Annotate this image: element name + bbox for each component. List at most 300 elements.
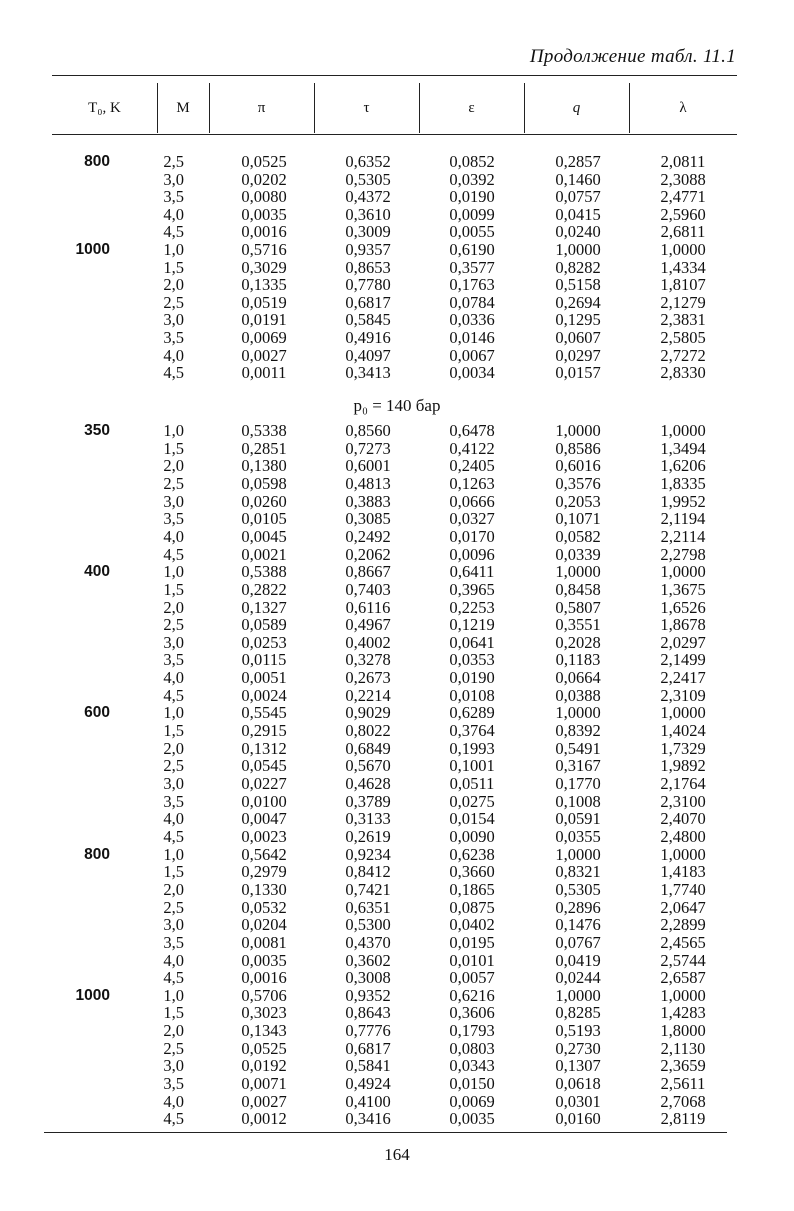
eps-cell: 0,3660	[449, 862, 495, 882]
tau-cell: 0,2062	[345, 544, 391, 564]
header-eps: ε	[468, 99, 475, 116]
q-cell: 0,2694	[555, 292, 601, 312]
table-row	[0, 259, 794, 277]
eps-cell: 0,0150	[449, 1074, 495, 1094]
m-cell: 4,0	[163, 668, 184, 688]
tau-cell: 0,5670	[345, 756, 391, 776]
eps-cell: 0,0190	[449, 187, 495, 207]
table-row	[0, 440, 794, 458]
pi-cell: 0,2851	[241, 438, 287, 458]
lambda-cell: 2,3100	[660, 791, 706, 811]
pi-cell: 0,1327	[241, 597, 287, 617]
pi-cell: 0,0260	[241, 491, 287, 511]
tau-cell: 0,5841	[345, 1056, 391, 1076]
tau-cell: 0,7421	[345, 879, 391, 899]
eps-cell: 0,0275	[449, 791, 495, 811]
q-cell: 0,2857	[555, 152, 601, 171]
table-row	[0, 969, 794, 987]
pi-cell: 0,0105	[241, 509, 287, 529]
q-cell: 0,1071	[555, 509, 601, 529]
q-cell: 0,2028	[555, 632, 601, 652]
pi-cell: 0,1343	[241, 1021, 287, 1041]
pi-cell: 0,0016	[241, 222, 287, 242]
q-cell: 0,1307	[555, 1056, 601, 1076]
pi-cell: 0,0532	[241, 897, 287, 917]
m-cell: 4,0	[163, 526, 184, 546]
eps-cell: 0,0402	[449, 915, 495, 935]
table-row	[0, 757, 794, 775]
eps-cell: 0,0035	[449, 1109, 495, 1129]
eps-cell: 0,0784	[449, 292, 495, 312]
lambda-cell: 2,4771	[660, 187, 706, 207]
m-cell: 3,0	[163, 915, 184, 935]
m-cell: 1,0	[163, 562, 184, 582]
m-cell: 1,5	[163, 1003, 184, 1023]
pi-cell: 0,2979	[241, 862, 287, 882]
pi-cell: 0,0545	[241, 756, 287, 776]
q-cell: 0,2730	[555, 1038, 601, 1058]
lambda-cell: 2,1279	[660, 292, 706, 312]
lambda-cell: 2,5960	[660, 204, 706, 224]
tau-cell: 0,8560	[345, 421, 391, 440]
header-tau: τ	[363, 99, 370, 116]
table-row	[0, 987, 794, 1005]
q-cell: 0,5491	[555, 738, 601, 758]
header-t0: T₀, K	[88, 99, 121, 116]
lambda-cell: 2,6587	[660, 968, 706, 988]
tau-cell: 0,5845	[345, 310, 391, 330]
pi-cell: 0,0080	[241, 187, 287, 207]
eps-cell: 0,0343	[449, 1056, 495, 1076]
table-row	[0, 616, 794, 634]
q-cell: 0,3576	[555, 473, 601, 493]
tau-cell: 0,7273	[345, 438, 391, 458]
table-row	[0, 457, 794, 475]
tau-cell: 0,4628	[345, 774, 391, 793]
tau-cell: 0,3278	[345, 650, 391, 670]
eps-cell: 0,0096	[449, 544, 495, 564]
q-cell: 0,8282	[555, 257, 601, 277]
lambda-cell: 2,5744	[660, 950, 706, 970]
m-cell: 2,5	[163, 473, 184, 493]
pi-cell: 0,5338	[241, 421, 287, 440]
table-row	[0, 952, 794, 970]
pi-cell: 0,5642	[241, 844, 287, 864]
eps-cell: 0,0195	[449, 932, 495, 952]
tau-cell: 0,4916	[345, 328, 391, 347]
table-row	[0, 881, 794, 899]
m-cell: 2,5	[163, 292, 184, 312]
lambda-cell: 2,6811	[660, 222, 706, 242]
eps-cell: 0,0170	[449, 526, 495, 546]
eps-cell: 0,3965	[449, 579, 495, 599]
pi-cell: 0,2915	[241, 721, 287, 741]
pi-cell: 0,0525	[241, 152, 287, 171]
q-cell: 1,0000	[555, 703, 601, 723]
lambda-cell: 2,3088	[660, 169, 706, 189]
tau-cell: 0,3413	[345, 363, 391, 383]
m-cell: 1,5	[163, 257, 184, 277]
tau-cell: 0,9234	[345, 844, 391, 864]
m-cell: 1,0	[163, 240, 184, 259]
table-row	[0, 171, 794, 189]
pi-cell: 0,5706	[241, 985, 287, 1005]
table-row	[0, 651, 794, 669]
pi-cell: 0,0069	[241, 328, 287, 347]
m-cell: 4,0	[163, 809, 184, 829]
eps-cell: 0,0190	[449, 668, 495, 688]
lambda-cell: 2,2798	[660, 544, 706, 564]
q-cell: 0,5158	[555, 275, 601, 295]
lambda-cell: 2,0647	[660, 897, 706, 917]
table-row	[0, 1004, 794, 1022]
pi-cell: 0,0191	[241, 310, 287, 330]
lambda-cell: 2,3831	[660, 310, 706, 330]
tau-cell: 0,4002	[345, 632, 391, 652]
q-cell: 0,0767	[555, 932, 601, 952]
m-cell: 2,0	[163, 879, 184, 899]
header-m: M	[176, 99, 190, 116]
eps-cell: 0,0146	[449, 328, 495, 347]
tau-cell: 0,2492	[345, 526, 391, 546]
lambda-cell: 1,4183	[660, 862, 706, 882]
table-row	[0, 241, 794, 259]
lambda-cell: 1,4283	[660, 1003, 706, 1023]
eps-cell: 0,0057	[449, 968, 495, 988]
table-row	[0, 704, 794, 722]
table-row	[0, 1110, 794, 1128]
t0-cell: 800	[84, 845, 110, 863]
eps-cell: 0,0327	[449, 509, 495, 529]
table-row	[0, 1022, 794, 1040]
m-cell: 4,5	[163, 685, 184, 705]
pi-cell: 0,0023	[241, 826, 287, 846]
lambda-cell: 2,8119	[660, 1109, 706, 1129]
table-row	[0, 153, 794, 171]
q-cell: 0,0415	[555, 204, 601, 224]
tau-cell: 0,3610	[345, 204, 391, 224]
table-row	[0, 1093, 794, 1111]
eps-cell: 0,0108	[449, 685, 495, 705]
q-cell: 0,2896	[555, 897, 601, 917]
q-cell: 0,1295	[555, 310, 601, 330]
eps-cell: 0,0101	[449, 950, 495, 970]
table-row	[0, 916, 794, 934]
m-cell: 4,0	[163, 345, 184, 365]
tau-cell: 0,3789	[345, 791, 391, 811]
pi-cell: 0,0227	[241, 774, 287, 793]
q-cell: 0,0339	[555, 544, 601, 564]
eps-cell: 0,0067	[449, 345, 495, 365]
pi-cell: 0,0100	[241, 791, 287, 811]
eps-cell: 0,1263	[449, 473, 495, 493]
eps-cell: 0,1219	[449, 615, 495, 635]
eps-cell: 0,6190	[449, 240, 495, 259]
table-row	[0, 775, 794, 793]
tau-cell: 0,7403	[345, 579, 391, 599]
lambda-cell: 2,0811	[660, 152, 706, 171]
q-cell: 0,5807	[555, 597, 601, 617]
tau-cell: 0,3009	[345, 222, 391, 242]
eps-cell: 0,0353	[449, 650, 495, 670]
m-cell: 1,0	[163, 703, 184, 723]
q-cell: 0,8321	[555, 862, 601, 882]
eps-cell: 0,0099	[449, 204, 495, 224]
section-label-pressure: p₀ = 140 бар	[353, 396, 441, 415]
page-number: 164	[384, 1145, 410, 1164]
tau-cell: 0,4813	[345, 473, 391, 493]
lambda-cell: 1,0000	[660, 844, 706, 864]
lambda-cell: 2,4800	[660, 826, 706, 846]
m-cell: 1,5	[163, 579, 184, 599]
q-cell: 0,0388	[555, 685, 601, 705]
table-row	[0, 329, 794, 347]
eps-cell: 0,0803	[449, 1038, 495, 1058]
m-cell: 4,5	[163, 1109, 184, 1129]
lambda-cell: 2,7068	[660, 1091, 706, 1111]
pi-cell: 0,1335	[241, 275, 287, 295]
q-cell: 0,3167	[555, 756, 601, 776]
q-cell: 0,8586	[555, 438, 601, 458]
q-cell: 0,3551	[555, 615, 601, 635]
eps-cell: 0,4122	[449, 438, 495, 458]
m-cell: 3,5	[163, 509, 184, 529]
pi-cell: 0,0081	[241, 932, 287, 952]
tau-cell: 0,6817	[345, 1038, 391, 1058]
t0-cell: 350	[84, 422, 110, 439]
pi-cell: 0,3023	[241, 1003, 287, 1023]
lambda-cell: 2,1499	[660, 650, 706, 670]
lambda-cell: 1,9892	[660, 756, 706, 776]
lambda-cell: 2,1764	[660, 774, 706, 793]
lambda-cell: 1,0000	[660, 421, 706, 440]
eps-cell: 0,0392	[449, 169, 495, 189]
table-row	[0, 347, 794, 365]
pi-cell: 0,0192	[241, 1056, 287, 1076]
tau-cell: 0,8643	[345, 1003, 391, 1023]
tau-cell: 0,5300	[345, 915, 391, 935]
q-cell: 0,8392	[555, 721, 601, 741]
pi-cell: 0,0071	[241, 1074, 287, 1094]
q-cell: 0,6016	[555, 456, 601, 476]
pi-cell: 0,1330	[241, 879, 287, 899]
q-cell: 0,1008	[555, 791, 601, 811]
pi-cell: 0,0021	[241, 544, 287, 564]
q-cell: 0,0757	[555, 187, 601, 207]
eps-cell: 0,1993	[449, 738, 495, 758]
m-cell: 3,5	[163, 650, 184, 670]
pi-cell: 0,0525	[241, 1038, 287, 1058]
tau-cell: 0,3416	[345, 1109, 391, 1129]
m-cell: 3,0	[163, 310, 184, 330]
pi-cell: 0,0051	[241, 668, 287, 688]
lambda-cell: 2,5805	[660, 328, 706, 347]
eps-cell: 0,3606	[449, 1003, 495, 1023]
m-cell: 2,0	[163, 456, 184, 476]
eps-cell: 0,6216	[449, 985, 495, 1005]
pi-cell: 0,0035	[241, 950, 287, 970]
header-lambda: λ	[679, 99, 687, 116]
eps-cell: 0,1001	[449, 756, 495, 776]
tau-cell: 0,6817	[345, 292, 391, 312]
lambda-cell: 2,2899	[660, 915, 706, 935]
lambda-cell: 1,8678	[660, 615, 706, 635]
q-cell: 1,0000	[555, 985, 601, 1005]
tau-cell: 0,5305	[345, 169, 391, 189]
lambda-cell: 1,3494	[660, 438, 706, 458]
header-pi: π	[257, 99, 266, 116]
table-row	[0, 599, 794, 617]
pi-cell: 0,0012	[241, 1109, 287, 1129]
eps-cell: 0,0666	[449, 491, 495, 511]
t0-cell: 600	[84, 704, 110, 722]
eps-cell: 0,6478	[449, 421, 495, 440]
table-row	[0, 294, 794, 312]
pi-cell: 0,3029	[241, 257, 287, 277]
m-cell: 4,5	[163, 222, 184, 242]
q-cell: 0,0157	[555, 363, 601, 383]
table-row	[0, 223, 794, 241]
eps-cell: 0,0336	[449, 310, 495, 330]
m-cell: 4,5	[163, 544, 184, 564]
q-cell: 0,2053	[555, 491, 601, 511]
eps-cell: 0,1793	[449, 1021, 495, 1041]
eps-cell: 0,6411	[449, 562, 495, 582]
table-row	[0, 364, 794, 382]
tau-cell: 0,6849	[345, 738, 391, 758]
table-row	[0, 475, 794, 493]
table-row	[0, 528, 794, 546]
m-cell: 2,5	[163, 152, 184, 171]
m-cell: 4,5	[163, 968, 184, 988]
eps-cell: 0,0511	[449, 774, 495, 793]
tau-cell: 0,4967	[345, 615, 391, 635]
q-cell: 0,0160	[555, 1109, 601, 1129]
table-row	[0, 634, 794, 652]
eps-cell: 0,0090	[449, 826, 495, 846]
tau-cell: 0,9029	[345, 703, 391, 723]
q-cell: 0,0244	[555, 968, 601, 988]
m-cell: 2,5	[163, 756, 184, 776]
m-cell: 4,5	[163, 363, 184, 383]
lambda-cell: 2,7272	[660, 345, 706, 365]
lambda-cell: 1,0000	[660, 703, 706, 723]
m-cell: 2,0	[163, 1021, 184, 1041]
lambda-cell: 1,4334	[660, 257, 706, 277]
tau-cell: 0,4924	[345, 1074, 391, 1094]
m-cell: 3,0	[163, 1056, 184, 1076]
table-row	[0, 934, 794, 952]
q-cell: 0,1770	[555, 774, 601, 793]
eps-cell: 0,0852	[449, 152, 495, 171]
tau-cell: 0,4370	[345, 932, 391, 952]
pi-cell: 0,0011	[241, 363, 287, 383]
pi-cell: 0,0204	[241, 915, 287, 935]
eps-cell: 0,1865	[449, 879, 495, 899]
pi-cell: 0,0047	[241, 809, 287, 829]
m-cell: 2,0	[163, 738, 184, 758]
q-cell: 0,0582	[555, 526, 601, 546]
m-cell: 1,5	[163, 862, 184, 882]
t0-cell: 1000	[75, 986, 110, 1004]
eps-cell: 0,0034	[449, 363, 495, 383]
tau-cell: 0,6351	[345, 897, 391, 917]
m-cell: 3,0	[163, 169, 184, 189]
q-cell: 0,8458	[555, 579, 601, 599]
table-row	[0, 546, 794, 564]
lambda-cell: 2,3659	[660, 1056, 706, 1076]
m-cell: 1,0	[163, 421, 184, 440]
m-cell: 3,0	[163, 774, 184, 793]
eps-cell: 0,6238	[449, 844, 495, 864]
q-cell: 1,0000	[555, 562, 601, 582]
eps-cell: 0,2405	[449, 456, 495, 476]
table-row	[0, 276, 794, 294]
q-cell: 0,0591	[555, 809, 601, 829]
pi-cell: 0,0202	[241, 169, 287, 189]
q-cell: 0,8285	[555, 1003, 601, 1023]
eps-cell: 0,0069	[449, 1091, 495, 1111]
table-row	[0, 740, 794, 758]
tau-cell: 0,8412	[345, 862, 391, 882]
m-cell: 1,0	[163, 844, 184, 864]
table-row	[0, 510, 794, 528]
q-cell: 0,5305	[555, 879, 601, 899]
eps-cell: 0,0875	[449, 897, 495, 917]
pi-cell: 0,0016	[241, 968, 287, 988]
pi-cell: 0,0027	[241, 345, 287, 365]
tau-cell: 0,7776	[345, 1021, 391, 1041]
m-cell: 3,5	[163, 328, 184, 347]
pi-cell: 0,0027	[241, 1091, 287, 1111]
lambda-cell: 1,8000	[660, 1021, 706, 1041]
pi-cell: 0,5545	[241, 703, 287, 723]
lambda-cell: 1,0000	[660, 562, 706, 582]
header-q: q	[572, 99, 581, 116]
pi-cell: 0,0115	[241, 650, 287, 670]
lambda-cell: 2,0297	[660, 632, 706, 652]
tau-cell: 0,2214	[345, 685, 391, 705]
q-cell: 0,1476	[555, 915, 601, 935]
lambda-cell: 1,9952	[660, 491, 706, 511]
tau-cell: 0,3602	[345, 950, 391, 970]
eps-cell: 0,3764	[449, 721, 495, 741]
tau-cell: 0,9352	[345, 985, 391, 1005]
m-cell: 3,0	[163, 491, 184, 511]
m-cell: 1,0	[163, 985, 184, 1005]
tau-cell: 0,8653	[345, 257, 391, 277]
pi-cell: 0,1312	[241, 738, 287, 758]
table-row	[0, 1057, 794, 1075]
q-cell: 0,0240	[555, 222, 601, 242]
lambda-cell: 2,1194	[660, 509, 706, 529]
m-cell: 4,0	[163, 204, 184, 224]
m-cell: 2,0	[163, 275, 184, 295]
lambda-cell: 1,7329	[660, 738, 706, 758]
q-cell: 0,1460	[555, 169, 601, 189]
q-cell: 0,0297	[555, 345, 601, 365]
m-cell: 3,5	[163, 791, 184, 811]
q-cell: 0,0664	[555, 668, 601, 688]
tau-cell: 0,3008	[345, 968, 391, 988]
table-row	[0, 899, 794, 917]
tau-cell: 0,6116	[345, 597, 391, 617]
eps-cell: 0,2253	[449, 597, 495, 617]
m-cell: 4,0	[163, 950, 184, 970]
tau-cell: 0,6352	[345, 152, 391, 171]
lambda-cell: 1,0000	[660, 985, 706, 1005]
table-row	[0, 669, 794, 687]
